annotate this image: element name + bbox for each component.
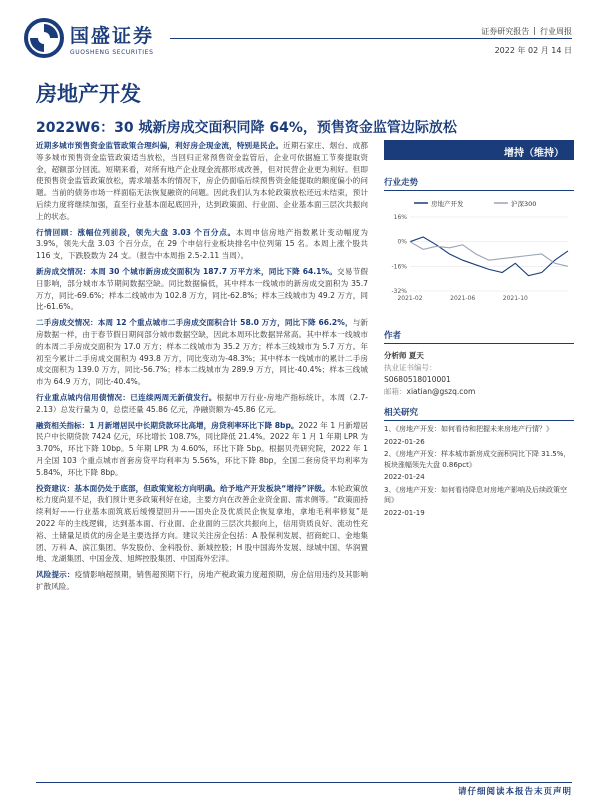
trend-chart xyxy=(384,195,574,305)
legend-label: 房地产开发 xyxy=(431,200,464,208)
author-section-title: 作者 xyxy=(384,329,574,344)
author-email[interactable]: xiatian@gszq.com xyxy=(406,387,476,396)
y-tick-label: 0% xyxy=(397,238,407,246)
list-item[interactable]: 1、《房地产开发：如何看待和把握未来房地产行情？》 2022-01-26 xyxy=(384,425,553,446)
x-tick-label: 2021-06 xyxy=(450,295,476,302)
series-line xyxy=(410,242,568,267)
y-tick-label: 16% xyxy=(393,214,407,221)
author-role: 分析师 xyxy=(384,351,407,360)
trend-section-title: 行业走势 xyxy=(384,176,574,191)
cert-number: S0680518010001 xyxy=(384,375,451,384)
email-label: 邮箱： xyxy=(384,387,407,396)
report-date: 2022 年 02 月 14 日 xyxy=(494,46,572,55)
author-info xyxy=(384,350,574,398)
legend-label: 沪深300 xyxy=(511,200,537,208)
y-tick-label: -32% xyxy=(391,288,407,295)
related-list xyxy=(384,424,574,518)
related-section-title: 相关研究 xyxy=(384,406,574,421)
paragraph: 行情回顾：涨幅位列前段，领先大盘 3.03 个百分点。本周申信房地产指数累计变动幅度为 3.9%，领先大盘 3.03 个百分点，在 29 个申信行业板块排名中位列第 15 名。本周上涨个股共 116 支，下跌股数为 24 支。（报告中本周指 2.5-2.11 当周）。 xyxy=(36,227,368,261)
report-header xyxy=(0,0,600,68)
paragraph: 投资建议：基本面仍处于底部，但政策宽松方向明确。给予地产开发板块“增持”评级。本轮政策放松力度尚显不足，我们预计更多政策利好在途，主要方向在改善企业资金面、需求侧等。“政策面持续利好——行业基本面筑底后缓慢望回升——国央企及优质民企恢复拿地，拿地毛利率修复”是 2022 年的主线逻辑，达到基本面、行业面、企业面的三层次共振向上，信用资质良好、流动性充裕、土储量足质优的房企是主要选择方向。建议关注房企包括：A 股保利发展、招商蛇口、金地集团、万科 A、滨江集团、华发股份、金科股份、新城控股；H 股中国海外发展、绿城中国、华润置地、龙湖集团、中国金茂、旭辉控股集团、中国海外宏洋。 xyxy=(36,483,369,564)
paragraph: 风险提示：疫情影响超预期，销售超预期下行，房地产税政策力度超预期，房企信用违约及其影响扩散风险。 xyxy=(36,570,369,591)
report-headline: 2022W6：30 城新房成交面积同降 64%，预售资金监管边际放松 xyxy=(36,120,457,136)
list-item[interactable]: 2、《房地产开发：样本城市新房成交面积同比下降 31.5%，板块涨幅领先大盘 0.86pct》 2022-01-24 xyxy=(384,450,571,481)
report-type: 证券研究报告 xyxy=(481,27,530,36)
y-tick-label: -16% xyxy=(391,263,407,271)
trend-chart-svg xyxy=(384,195,574,305)
report-body xyxy=(36,140,368,597)
paragraph: 新房成交情况：本周 30 个城市新房成交面积为 187.7 万平方米，同比下降 64.1%。交易节假日影响，部分城市本节期间数据空缺。同比数据偏低，其中样本一线城市的新房成交面积为 35.7 万方，同比-69.6%；样本二线城市为 102.8 万方，同比-62.8%；样本三线城市为 49.2 万方，同比-61.6%。 xyxy=(36,266,368,312)
brand-name-cn: 国盛证券 xyxy=(70,24,155,47)
sidebar xyxy=(384,140,574,520)
brand-name-en: GUOSHENG SECURITIES xyxy=(70,48,154,56)
author-name: 夏天 xyxy=(408,351,424,360)
x-tick-label: 2021-10 xyxy=(502,295,528,302)
footer-disclaimer: 请仔细阅读本报告末页声明 xyxy=(457,787,572,797)
x-tick-label: 2021-02 xyxy=(397,295,423,302)
guosheng-logo-icon xyxy=(24,18,64,58)
paragraph: 近期多城市预售资金监管政策合理纠偏，利好房企现金流，特别是民企。近期石家庄、烟台、成都等多城市预售资金监管政策适当放松，当回归正常预售资金监管后，企业可依据施工节奏提取资金，超额部分回流。短期来看，对所有地产企业现金流都形成改善，但对民营企业更为利好。但即使预售资金监管政策放松，需求端基本的情况下，房企仍面临后续预售资金能提取的额度偏小的问题。当前的债务市场一样面临无法恢复融资的问题。因此我们认为本轮政策放松还远未结束，预计后续力度将继续加强，直至行业基本面起底回升，达到政策面、行业面、企业基本面三层次共振向上的状态。 xyxy=(36,141,369,221)
paragraph: 融资相关指标：1 月新增居民中长期贷款环比高增，房贷利率环比下降 8bp。2022 年 1 月新增居民户中长期贷款 7424 亿元，环比增长 108.7%，同比降低 21.4%。2022 年 1 月 1 年期 LPR 为 3.70%，环比下降 10bp。5 年期 LPR 为 4.60%，环比下降 5bp。根据贝壳研究院，2022 年 1 月全国 103 个重点城市首套房贷平均利率为 5.56%，环比下降 8bp，全国二套房贷平均利率为 5.84%，环比下降 8bp。 xyxy=(36,420,368,477)
report-kind: 行业周报 xyxy=(540,27,572,36)
list-item[interactable]: 3、《房地产开发：如何看待降息对房地产影响及后续政策空间》 2022-01-19 xyxy=(384,485,567,517)
sector-title: 房地产开发 xyxy=(36,82,141,106)
header-separator: | xyxy=(533,26,536,35)
paragraph: 二手房成交情况：本周 12 个重点城市二手房成交面积合计 58.0 万方，同比下降 66.2%，与新房数据一样，由于春节假日期间部分城市数据空缺，因此本周环比数据异常高。其中样本一线城市的本周二手房成交面积为 17.0 万方；样本二线城市为 35.2 万方；样本三线城市为 5.7 万方。年初至今累计二手房成交面积为 493.8 万方，同比变动为-48.3%；其中样本一线城市的累计二手房成交面积为 139.0 万方，同比-56.7%；样本二线城市为 289.9 万方，同比-40.4%；样本三线城市为 64.9 万方，同比-40.4%。 xyxy=(36,318,369,387)
footer-divider xyxy=(36,782,572,783)
brand-logo xyxy=(24,18,154,58)
rating-badge: 增持（维持） xyxy=(384,140,574,160)
paragraph: 行业重点城内信用债情况：已连续两周无新债发行。根据申万行业-房地产指标统计，本周（2.7-2.13）总发行量为 0，总偿还量 45.86 亿元，净融资额为-45.86 亿元。 xyxy=(36,392,368,414)
cert-label: 执业证书编号： xyxy=(384,363,437,372)
